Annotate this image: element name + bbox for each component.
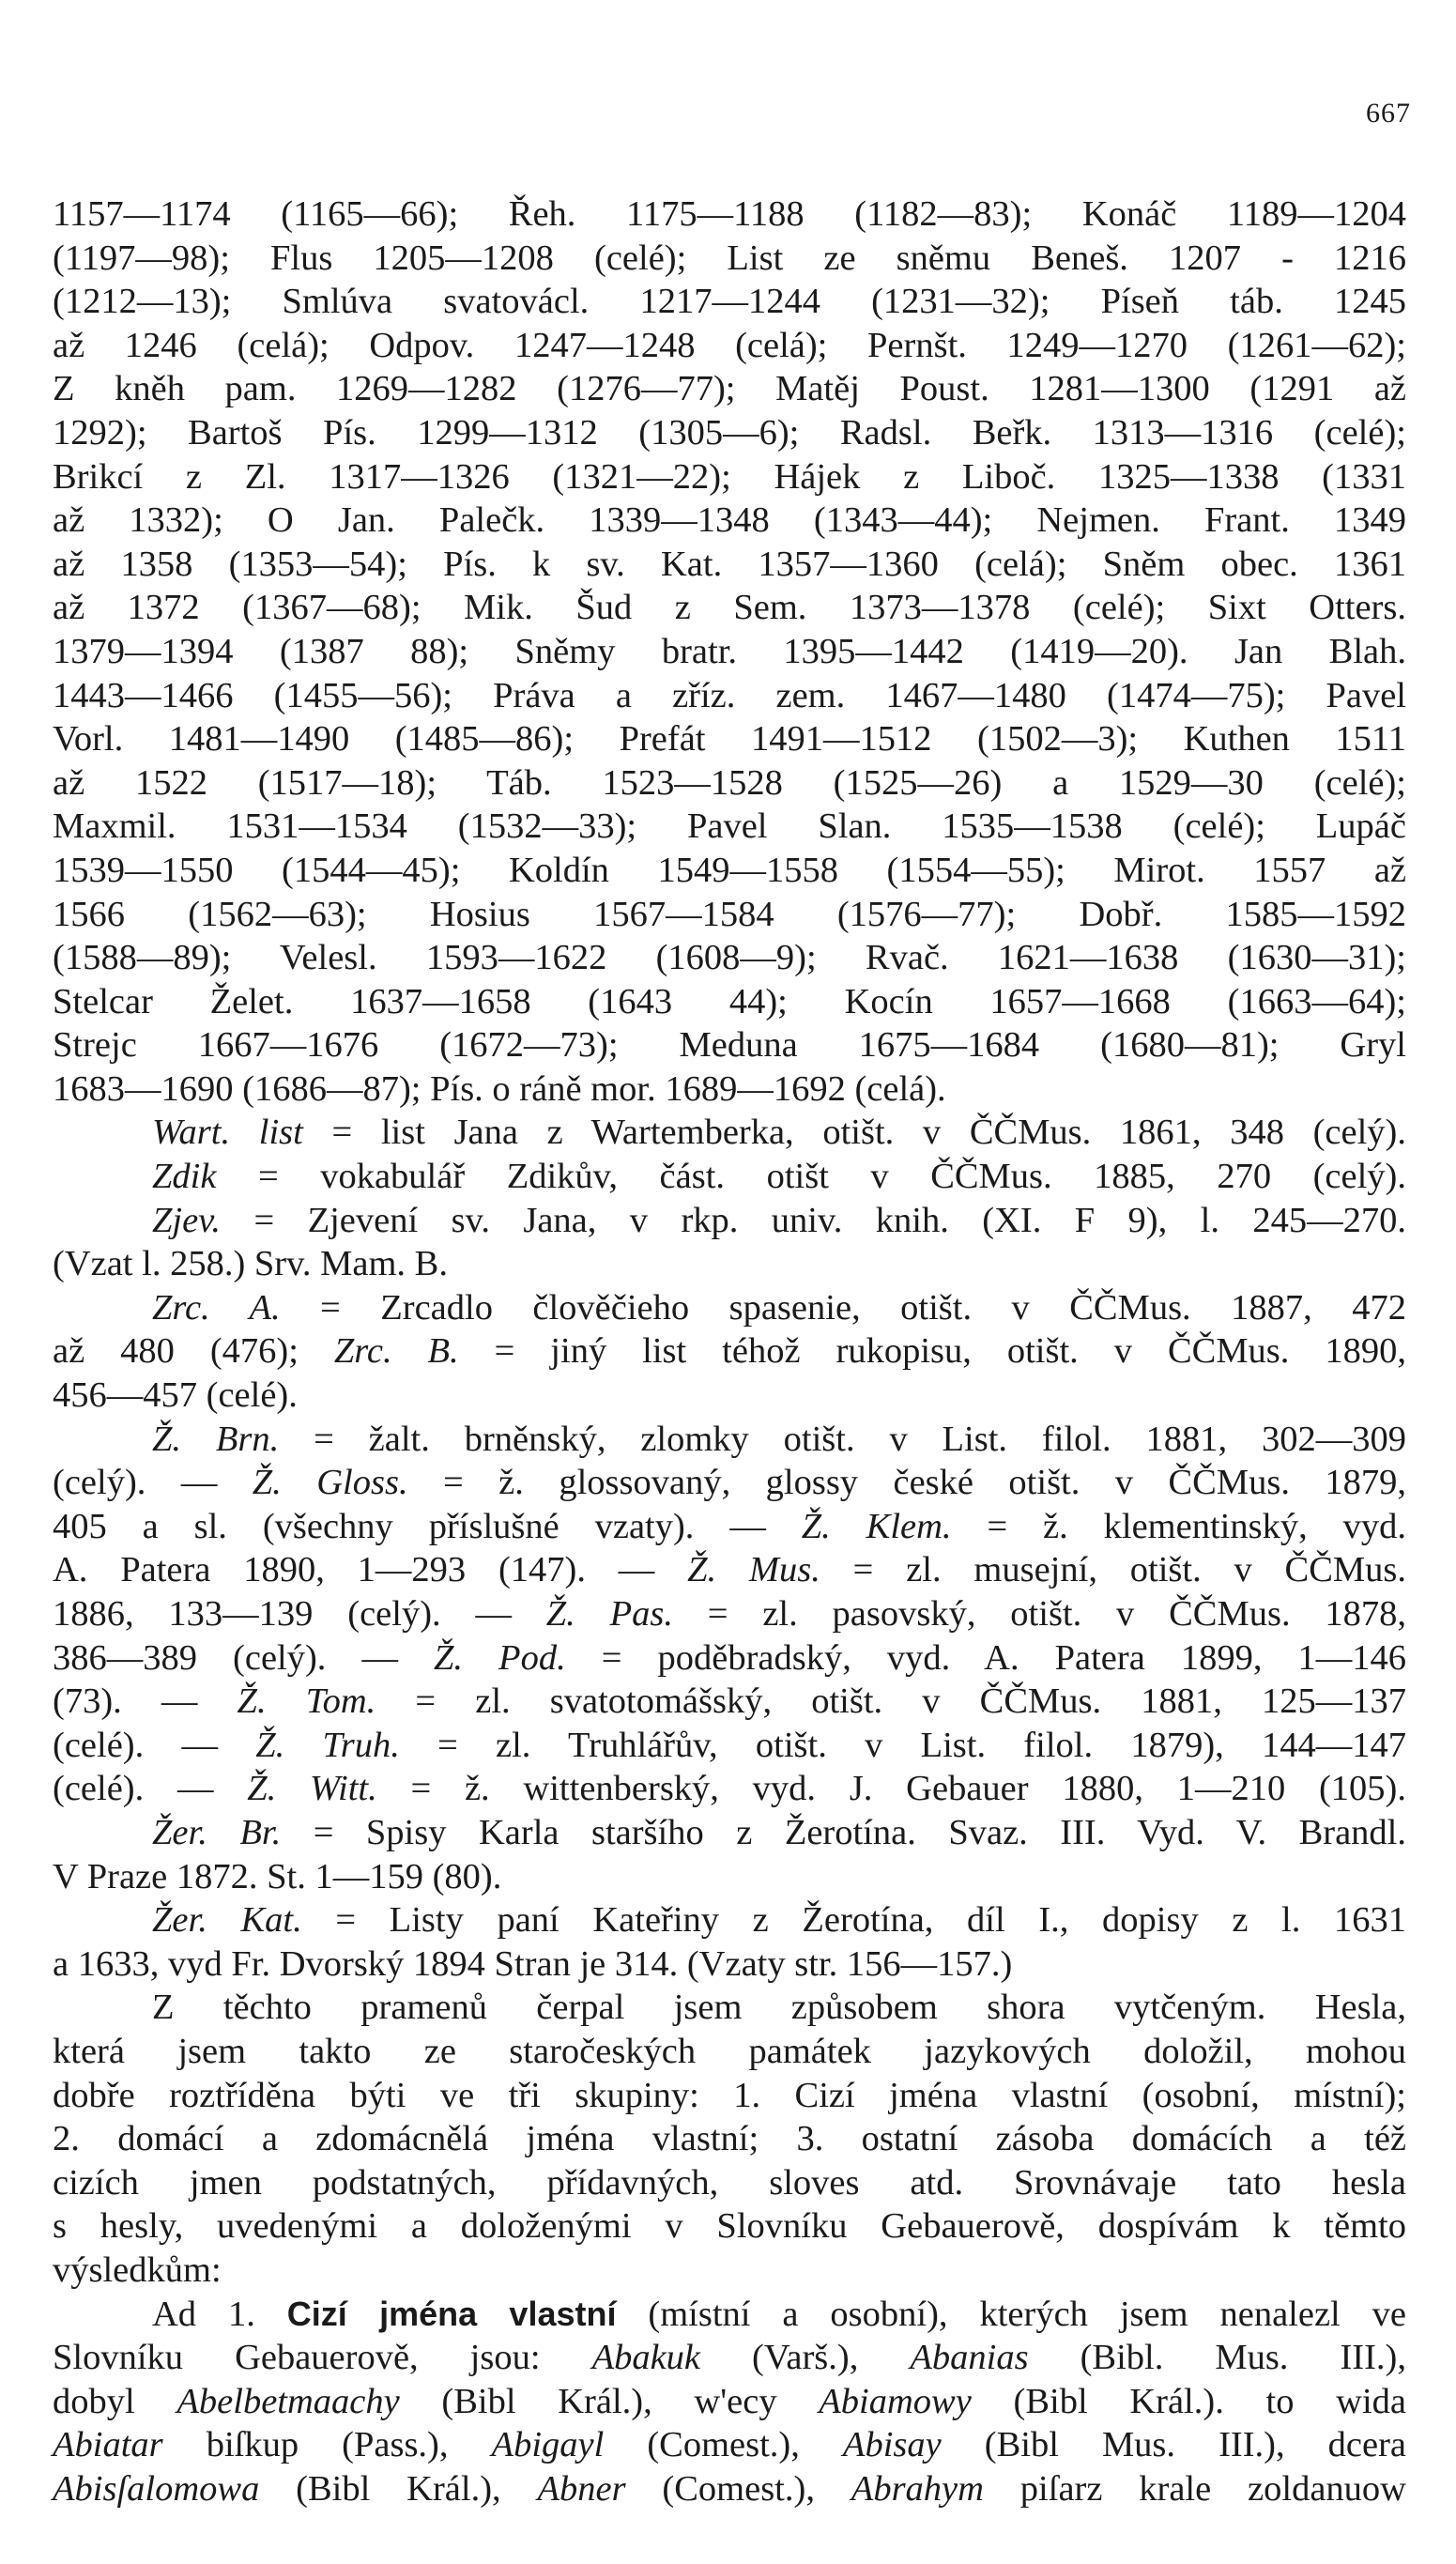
text-line (53, 1592, 1406, 1636)
text-segment: (Bibl. Mus. III.), (1028, 2338, 1406, 2378)
text-line (53, 1023, 1406, 1067)
text-segment: = jiný list téhož rukopisu, otišt. v ČČMus. 1890, (458, 1331, 1406, 1372)
text-segment: = list Jana z Wartemberka, otišt. v ČČMus. 1861, 348 (celý). (302, 1113, 1407, 1153)
text-line (53, 761, 1406, 806)
text-line (53, 1942, 1406, 1987)
text-segment: 405 a sl. (všechny příslušné vzaty). — (53, 1506, 802, 1546)
text-segment: 1566 (1562—63); Hosius 1567—1584 (1576—77); Dobř. 1585—1592 (53, 894, 1406, 934)
text-segment: Z těchto pramenů čerpal jsem způsobem shora vytčeným. Hesla, (152, 1988, 1406, 2028)
page-number: 667 (1366, 98, 1411, 129)
text-segment: (Bibl Král.), (259, 2468, 538, 2509)
text-line (53, 1898, 1406, 1942)
text-segment: Ad 1. (152, 2294, 287, 2334)
italic-abbreviation: Wart. list (152, 1113, 303, 1153)
text-line (53, 1155, 1406, 1199)
text-segment: 386—389 (celý). — (53, 1637, 434, 1678)
text-segment: (1197—98); Flus 1205—1208 (celé); List ze sněmu Beneš. 1207 - 1216 (53, 238, 1406, 278)
text-segment: až 1358 (1353—54); Pís. k sv. Kat. 1357—1360 (celá); Sněm obec. 1361 (53, 544, 1406, 584)
text-segment: = Zjevení sv. Jana, v rkp. univ. knih. (XI. F 9), l. 245—270. (221, 1200, 1406, 1240)
text-segment: až 1332); O Jan. Palečk. 1339—1348 (1343—44); Nejmen. Frant. 1349 (53, 500, 1406, 541)
text-segment: až 1372 (1367—68); Mik. Šud z Sem. 1373—1378 (celé); Sixt Otters. (53, 588, 1406, 628)
text-segment: (Comest.), (604, 2425, 843, 2465)
italic-abbreviation: Ž. Gloss. (252, 1463, 408, 1503)
text-segment: až 1522 (1517—18); Táb. 1523—1528 (1525—26) a 1529—30 (celé); (53, 762, 1406, 803)
text-segment: 1683—1690 (1686—87); Pís. o ráně mor. 1689—1692 (celá). (53, 1068, 946, 1109)
italic-abbreviation: Ž. Truh. (255, 1725, 400, 1765)
text-segment: 1379—1394 (1387 88); Sněmy bratr. 1395—1442 (1419—20). Jan Blah. (53, 631, 1406, 671)
text-segment: A. Patera 1890, 1—293 (147). — (53, 1550, 688, 1590)
text-line (53, 1067, 1406, 1112)
text-segment: (Bibl Král.), w'ecy (399, 2381, 820, 2421)
text-line (53, 2161, 1406, 2205)
text-segment: Stelcar Želet. 1637—1658 (1643 44); Kocín 1657—1668 (1663—64); (53, 981, 1406, 1021)
text-segment: která jsem takto ze staročeských památek jazykových doložil, mohou (53, 2031, 1406, 2071)
italic-abbreviation: Abelbetmaachy (176, 2381, 400, 2421)
text-line (53, 499, 1406, 543)
text-segment: dobyl (53, 2381, 177, 2421)
text-line (53, 2204, 1406, 2249)
italic-abbreviation: Zrc. A. (152, 1287, 281, 1328)
italic-abbreviation: Abakuk (591, 2338, 701, 2378)
text-line (53, 849, 1406, 893)
text-line (53, 192, 1406, 237)
italic-abbreviation: Abigayl (491, 2425, 605, 2465)
text-segment: biſkup (Pass.), (162, 2425, 492, 2465)
text-segment: = Zrcadlo člověčieho spasenie, otišt. v ČČMus. 1887, 472 (280, 1287, 1406, 1328)
text-segment: (Bibl Král.). to wida (971, 2381, 1406, 2421)
text-line (53, 543, 1406, 587)
italic-abbreviation: Zdik (152, 1157, 217, 1197)
text-line (53, 237, 1406, 281)
text-line (53, 586, 1406, 630)
text-line (53, 893, 1406, 937)
italic-abbreviation: Abner (537, 2468, 626, 2509)
text-segment: 456—457 (celé). (53, 1375, 298, 1416)
text-segment: = zl. Truhlářův, otišt. v List. filol. 1879), 144—147 (399, 1725, 1406, 1765)
italic-abbreviation: Žer. Br. (152, 1812, 282, 1852)
text-line (53, 1242, 1406, 1286)
italic-abbreviation: Ž. Tom. (237, 1681, 376, 1722)
text-line (53, 1724, 1406, 1768)
text-segment: Brikcí z Zl. 1317—1326 (1321—22); Hájek z Liboč. 1325—1338 (1331 (53, 456, 1406, 497)
text-segment: Z kněh pam. 1269—1282 (1276—77); Matěj Poust. 1281—1300 (1291 až (53, 369, 1406, 409)
text-segment: s hesly, uvedenými a doloženými v Slovníku Gebauerově, dospívám k těmto (53, 2206, 1406, 2247)
text-segment: (73). — (53, 1681, 238, 1722)
italic-abbreviation: Ž. Pas. (545, 1594, 673, 1634)
italic-abbreviation: Abrahym (851, 2468, 984, 2509)
bold-heading: Cizí jména vlastní (286, 2294, 617, 2333)
text-segment: Maxmil. 1531—1534 (1532—33); Pavel Slan. 1535—1538 (celé); Lupáč (53, 806, 1406, 847)
text-line (53, 1811, 1406, 1855)
italic-abbreviation: Ž. Pod. (433, 1637, 566, 1678)
text-line (53, 980, 1406, 1024)
text-line (53, 1505, 1406, 1549)
text-line (53, 1767, 1406, 1811)
text-segment: dobře roztříděna býti ve tři skupiny: 1. Cizí jména vlastní (osobní, místní); (53, 2075, 1406, 2115)
italic-abbreviation: Abiamowy (819, 2381, 972, 2421)
text-segment: (Varš.), (700, 2338, 911, 2378)
text-segment: 2. domácí a zdomácnělá jména vlastní; 3. ostatní zásoba domácích a též (53, 2119, 1406, 2159)
text-line (53, 1680, 1406, 1724)
text-segment: = vokabulář Zdikův, část. otišt v ČČMus. 1885, 270 (celý). (216, 1157, 1406, 1197)
text-segment: 1539—1550 (1544—45); Koldín 1549—1558 (1554—55); Mirot. 1557 až (53, 850, 1406, 890)
italic-abbreviation: Ž. Brn. (152, 1419, 280, 1459)
text-segment: 1886, 133—139 (celý). — (53, 1594, 546, 1634)
text-line (53, 1548, 1406, 1592)
text-line (53, 280, 1406, 324)
text-segment: až 480 (476); (53, 1331, 334, 1372)
text-segment: = Spisy Karla staršího z Žerotína. Svaz. III. Vyd. V. Brandl. (281, 1812, 1407, 1852)
body-text (53, 192, 1406, 2510)
italic-abbreviation: Abisſalomowa (53, 2468, 260, 2509)
text-line (53, 1986, 1406, 2030)
text-segment: (Comest.), (625, 2468, 851, 2509)
text-segment: = Listy paní Kateřiny z Žerotína, díl I., dopisy z l. 1631 (301, 1900, 1406, 1941)
italic-abbreviation: Ž. Mus. (687, 1550, 820, 1590)
text-segment: = ž. glossovaný, glossy české otišt. v ČČMus. 1879, (407, 1463, 1407, 1503)
italic-abbreviation: Zrc. B. (333, 1331, 459, 1372)
text-line (53, 1374, 1406, 1418)
text-segment: a 1633, vyd Fr. Dvorský 1894 Stran je 314. (Vzaty str. 156—157.) (53, 1943, 1013, 1984)
italic-abbreviation: Zjev. (152, 1200, 222, 1240)
text-segment: (celé). — (53, 1725, 256, 1765)
text-line (53, 805, 1406, 849)
text-line (53, 455, 1406, 499)
text-segment: = ž. klementinský, vyd. (951, 1506, 1406, 1546)
text-segment: = zl. svatotomášský, otišt. v ČČMus. 1881, 125—137 (375, 1681, 1407, 1722)
text-segment: 1292); Bartoš Pís. 1299—1312 (1305—6); Radsl. Beřk. 1313—1316 (celé); (53, 412, 1406, 453)
text-line (53, 2117, 1406, 2161)
text-line (53, 1199, 1406, 1243)
text-segment: = poděbradský, vyd. A. Patera 1899, 1—146 (565, 1637, 1406, 1678)
italic-abbreviation: Ž. Klem. (801, 1506, 952, 1546)
text-segment: = zl. pasovský, otišt. v ČČMus. 1878, (673, 1594, 1407, 1634)
text-segment: výsledkům: (53, 2249, 222, 2290)
text-line (53, 1636, 1406, 1681)
text-segment: cizích jmen podstatných, přídavných, sloves atd. Srovnávaje tato hesla (53, 2162, 1406, 2203)
text-segment: Slovníku Gebauerově, jsou: (53, 2338, 592, 2378)
text-segment: V Praze 1872. St. 1—159 (80). (53, 1856, 502, 1896)
text-segment: až 1246 (celá); Odpov. 1247—1248 (celá); Pernšt. 1249—1270 (1261—62); (53, 325, 1406, 365)
text-segment: (1588—89); Velesl. 1593—1622 (1608—9); Rvač. 1621—1638 (1630—31); (53, 938, 1406, 978)
text-line (53, 2467, 1406, 2511)
text-segment: piſarz krale zoldanuow (983, 2468, 1406, 2509)
text-line (53, 324, 1406, 368)
text-segment: (Vzat l. 258.) Srv. Mam. B. (53, 1244, 448, 1284)
text-segment: Vorl. 1481—1490 (1485—86); Prefát 1491—1512 (1502—3); Kuthen 1511 (53, 719, 1406, 760)
text-segment: (celé). — (53, 1769, 248, 1809)
italic-abbreviation: Abanias (910, 2338, 1029, 2378)
text-line (53, 674, 1406, 718)
text-line (53, 367, 1406, 411)
text-line (53, 2380, 1406, 2424)
text-line (53, 2030, 1406, 2074)
text-line (53, 1461, 1406, 1505)
text-line (53, 411, 1406, 455)
text-line (53, 2074, 1406, 2118)
italic-abbreviation: Abisay (842, 2425, 942, 2465)
text-segment: = žalt. brněnský, zlomky otišt. v List. filol. 1881, 302—309 (279, 1419, 1406, 1459)
italic-abbreviation: Ž. Witt. (247, 1769, 377, 1809)
text-line (53, 2423, 1406, 2467)
text-line (53, 936, 1406, 980)
text-segment: 1443—1466 (1455—56); Práva a zříz. zem. 1467—1480 (1474—75); Pavel (53, 675, 1406, 715)
text-line (53, 1286, 1406, 1330)
text-line (53, 1329, 1406, 1374)
text-segment: = ž. wittenberský, vyd. J. Gebauer 1880, 1—210 (105). (376, 1769, 1406, 1809)
text-segment: Strejc 1667—1676 (1672—73); Meduna 1675—1684 (1680—81); Gryl (53, 1025, 1406, 1066)
text-line (53, 1111, 1406, 1155)
text-segment: 1157—1174 (1165—66); Řeh. 1175—1188 (1182—83); Konáč 1189—1204 (53, 194, 1406, 234)
text-line (53, 2293, 1406, 2337)
text-line (53, 717, 1406, 761)
text-line (53, 1418, 1406, 1462)
text-segment: (celý). — (53, 1463, 253, 1503)
text-segment: = zl. musejní, otišt. v ČČMus. (820, 1550, 1407, 1590)
text-line (53, 2249, 1406, 2293)
text-line (53, 2336, 1406, 2380)
text-line (53, 630, 1406, 674)
italic-abbreviation: Žer. Kat. (152, 1900, 302, 1941)
text-segment: (místní a osobní), kterých jsem nenalezl ve (616, 2294, 1406, 2334)
italic-abbreviation: Abiatar (53, 2425, 163, 2465)
text-line (53, 1855, 1406, 1899)
text-segment: (1212—13); Smlúva svatovácl. 1217—1244 (1231—32); Píseň táb. 1245 (53, 282, 1406, 322)
text-segment: (Bibl Mus. III.), dcera (941, 2425, 1406, 2465)
